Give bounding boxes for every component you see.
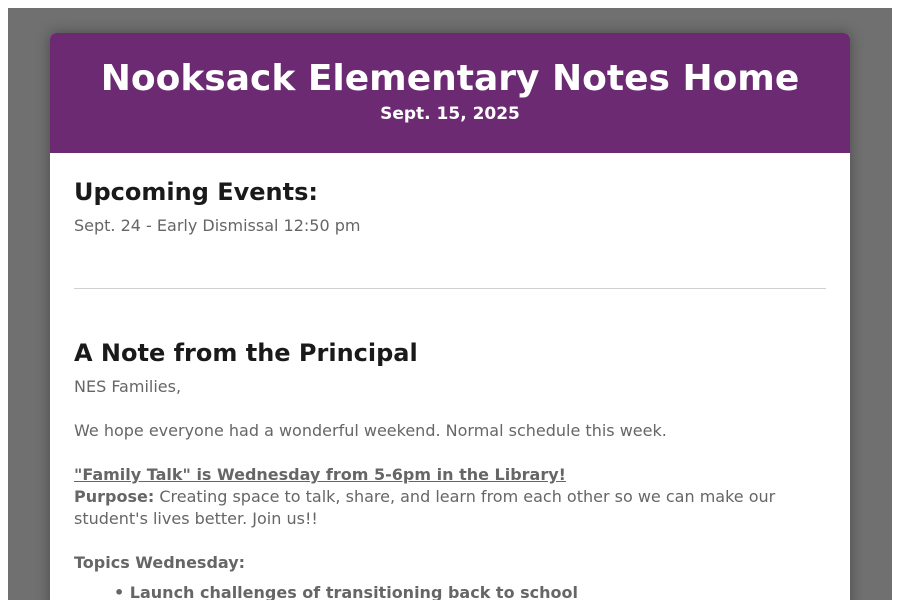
newsletter-title: Nooksack Elementary Notes Home bbox=[100, 58, 800, 99]
family-talk-announcement: "Family Talk" is Wednesday from 5-6pm in the Library! bbox=[74, 465, 566, 484]
topic-item: • Launch challenges of transitioning back to school bbox=[114, 583, 578, 600]
page-backdrop bbox=[8, 8, 892, 600]
newsletter-date: Sept. 15, 2025 bbox=[380, 104, 520, 124]
purpose-paragraph bbox=[74, 486, 826, 530]
purpose-label: Purpose: bbox=[74, 487, 155, 506]
upcoming-events-section bbox=[74, 177, 826, 237]
upcoming-events-heading: Upcoming Events: bbox=[74, 178, 318, 206]
greeting: NES Families, bbox=[74, 377, 182, 396]
section-divider bbox=[74, 288, 826, 289]
newsletter-card bbox=[50, 33, 850, 600]
newsletter-header bbox=[50, 33, 850, 153]
principal-note-heading: A Note from the Principal bbox=[74, 339, 418, 367]
newsletter-content bbox=[50, 153, 850, 600]
principal-note-section bbox=[74, 338, 826, 600]
topics-heading: Topics Wednesday: bbox=[74, 553, 246, 572]
intro-paragraph: We hope everyone had a wonderful weekend. Normal schedule this week. bbox=[74, 421, 667, 440]
event-item: Sept. 24 - Early Dismissal 12:50 pm bbox=[74, 216, 361, 235]
purpose-text: Creating space to talk, share, and learn from each other so we can make our student's lives better. Join us!! bbox=[74, 487, 776, 528]
